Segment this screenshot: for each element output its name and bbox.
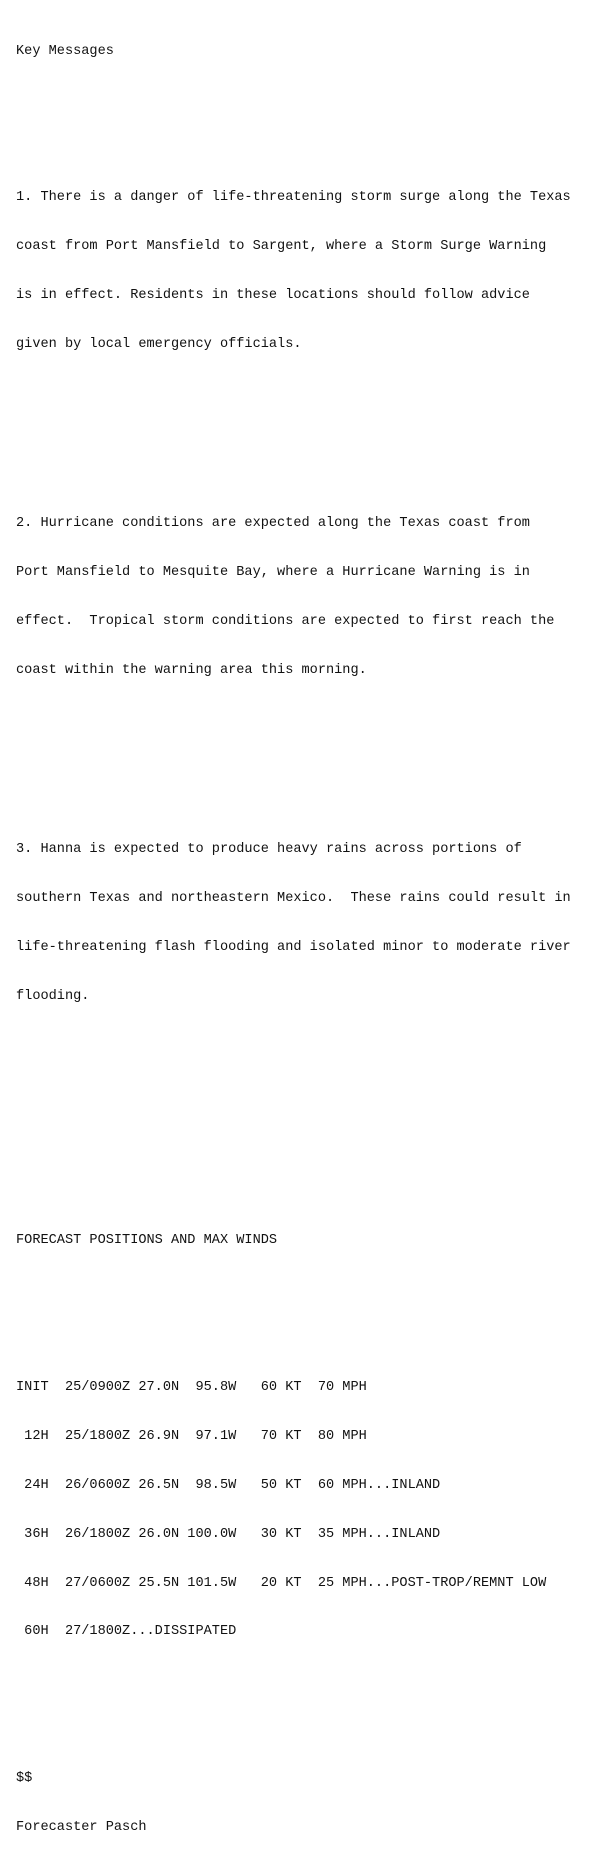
forecast-title: FORECAST POSITIONS AND MAX WINDS: [16, 1233, 278, 1249]
forecaster-signature: Forecaster Pasch: [16, 1819, 147, 1835]
spacer: [16, 418, 611, 434]
spacer: [16, 744, 611, 760]
spacer: [16, 1282, 611, 1298]
key-message-line: 1. There is a danger of life-threatening storm surge along the Texas: [16, 190, 571, 206]
key-message-line: 3. Hanna is expected to produce heavy rains across portions of: [16, 842, 522, 858]
forecast-row: 36H 26/1800Z 26.0N 100.0W 30 KT 35 MPH...INLAND: [16, 1526, 441, 1542]
spacer: [16, 1168, 611, 1184]
key-message-line: is in effect. Residents in these locations should follow advice: [16, 288, 530, 304]
end-marker: $$: [16, 1771, 33, 1787]
key-message-3: [16, 810, 611, 1038]
key-message-line: coast within the warning area this morning.: [16, 662, 367, 678]
key-message-line: Port Mansfield to Mesquite Bay, where a Hurricane Warning is in: [16, 565, 530, 581]
spacer: [16, 1119, 611, 1135]
key-messages-heading: Key Messages: [16, 43, 114, 59]
spacer: [16, 1706, 611, 1722]
forecast-table: [16, 1347, 611, 1673]
key-message-line: given by local emergency officials.: [16, 336, 302, 352]
key-message-1: [16, 158, 611, 386]
key-message-line: flooding.: [16, 988, 90, 1004]
forecast-row: INIT 25/0900Z 27.0N 95.8W 60 KT 70 MPH: [16, 1379, 367, 1395]
key-message-line: 2. Hurricane conditions are expected along the Texas coast from: [16, 516, 530, 532]
key-message-line: life-threatening flash flooding and isolated minor to moderate river: [16, 939, 571, 955]
key-message-line: southern Texas and northeastern Mexico. These rains could result in: [16, 891, 571, 907]
advisory-text: [16, 11, 611, 1853]
key-message-2: [16, 484, 611, 712]
key-message-line: coast from Port Mansfield to Sargent, where a Storm Surge Warning: [16, 239, 547, 255]
key-message-line: effect. Tropical storm conditions are expected to first reach the: [16, 613, 555, 629]
spacer: [16, 92, 611, 108]
spacer: [16, 1070, 611, 1086]
forecast-row: 60H 27/1800Z...DISSIPATED: [16, 1624, 237, 1640]
forecast-row: 48H 27/0600Z 25.5N 101.5W 20 KT 25 MPH...POST-TROP/REMNT LOW: [16, 1575, 547, 1591]
forecast-row: 12H 25/1800Z 26.9N 97.1W 70 KT 80 MPH: [16, 1428, 367, 1444]
forecast-row: 24H 26/0600Z 26.5N 98.5W 50 KT 60 MPH...INLAND: [16, 1477, 441, 1493]
